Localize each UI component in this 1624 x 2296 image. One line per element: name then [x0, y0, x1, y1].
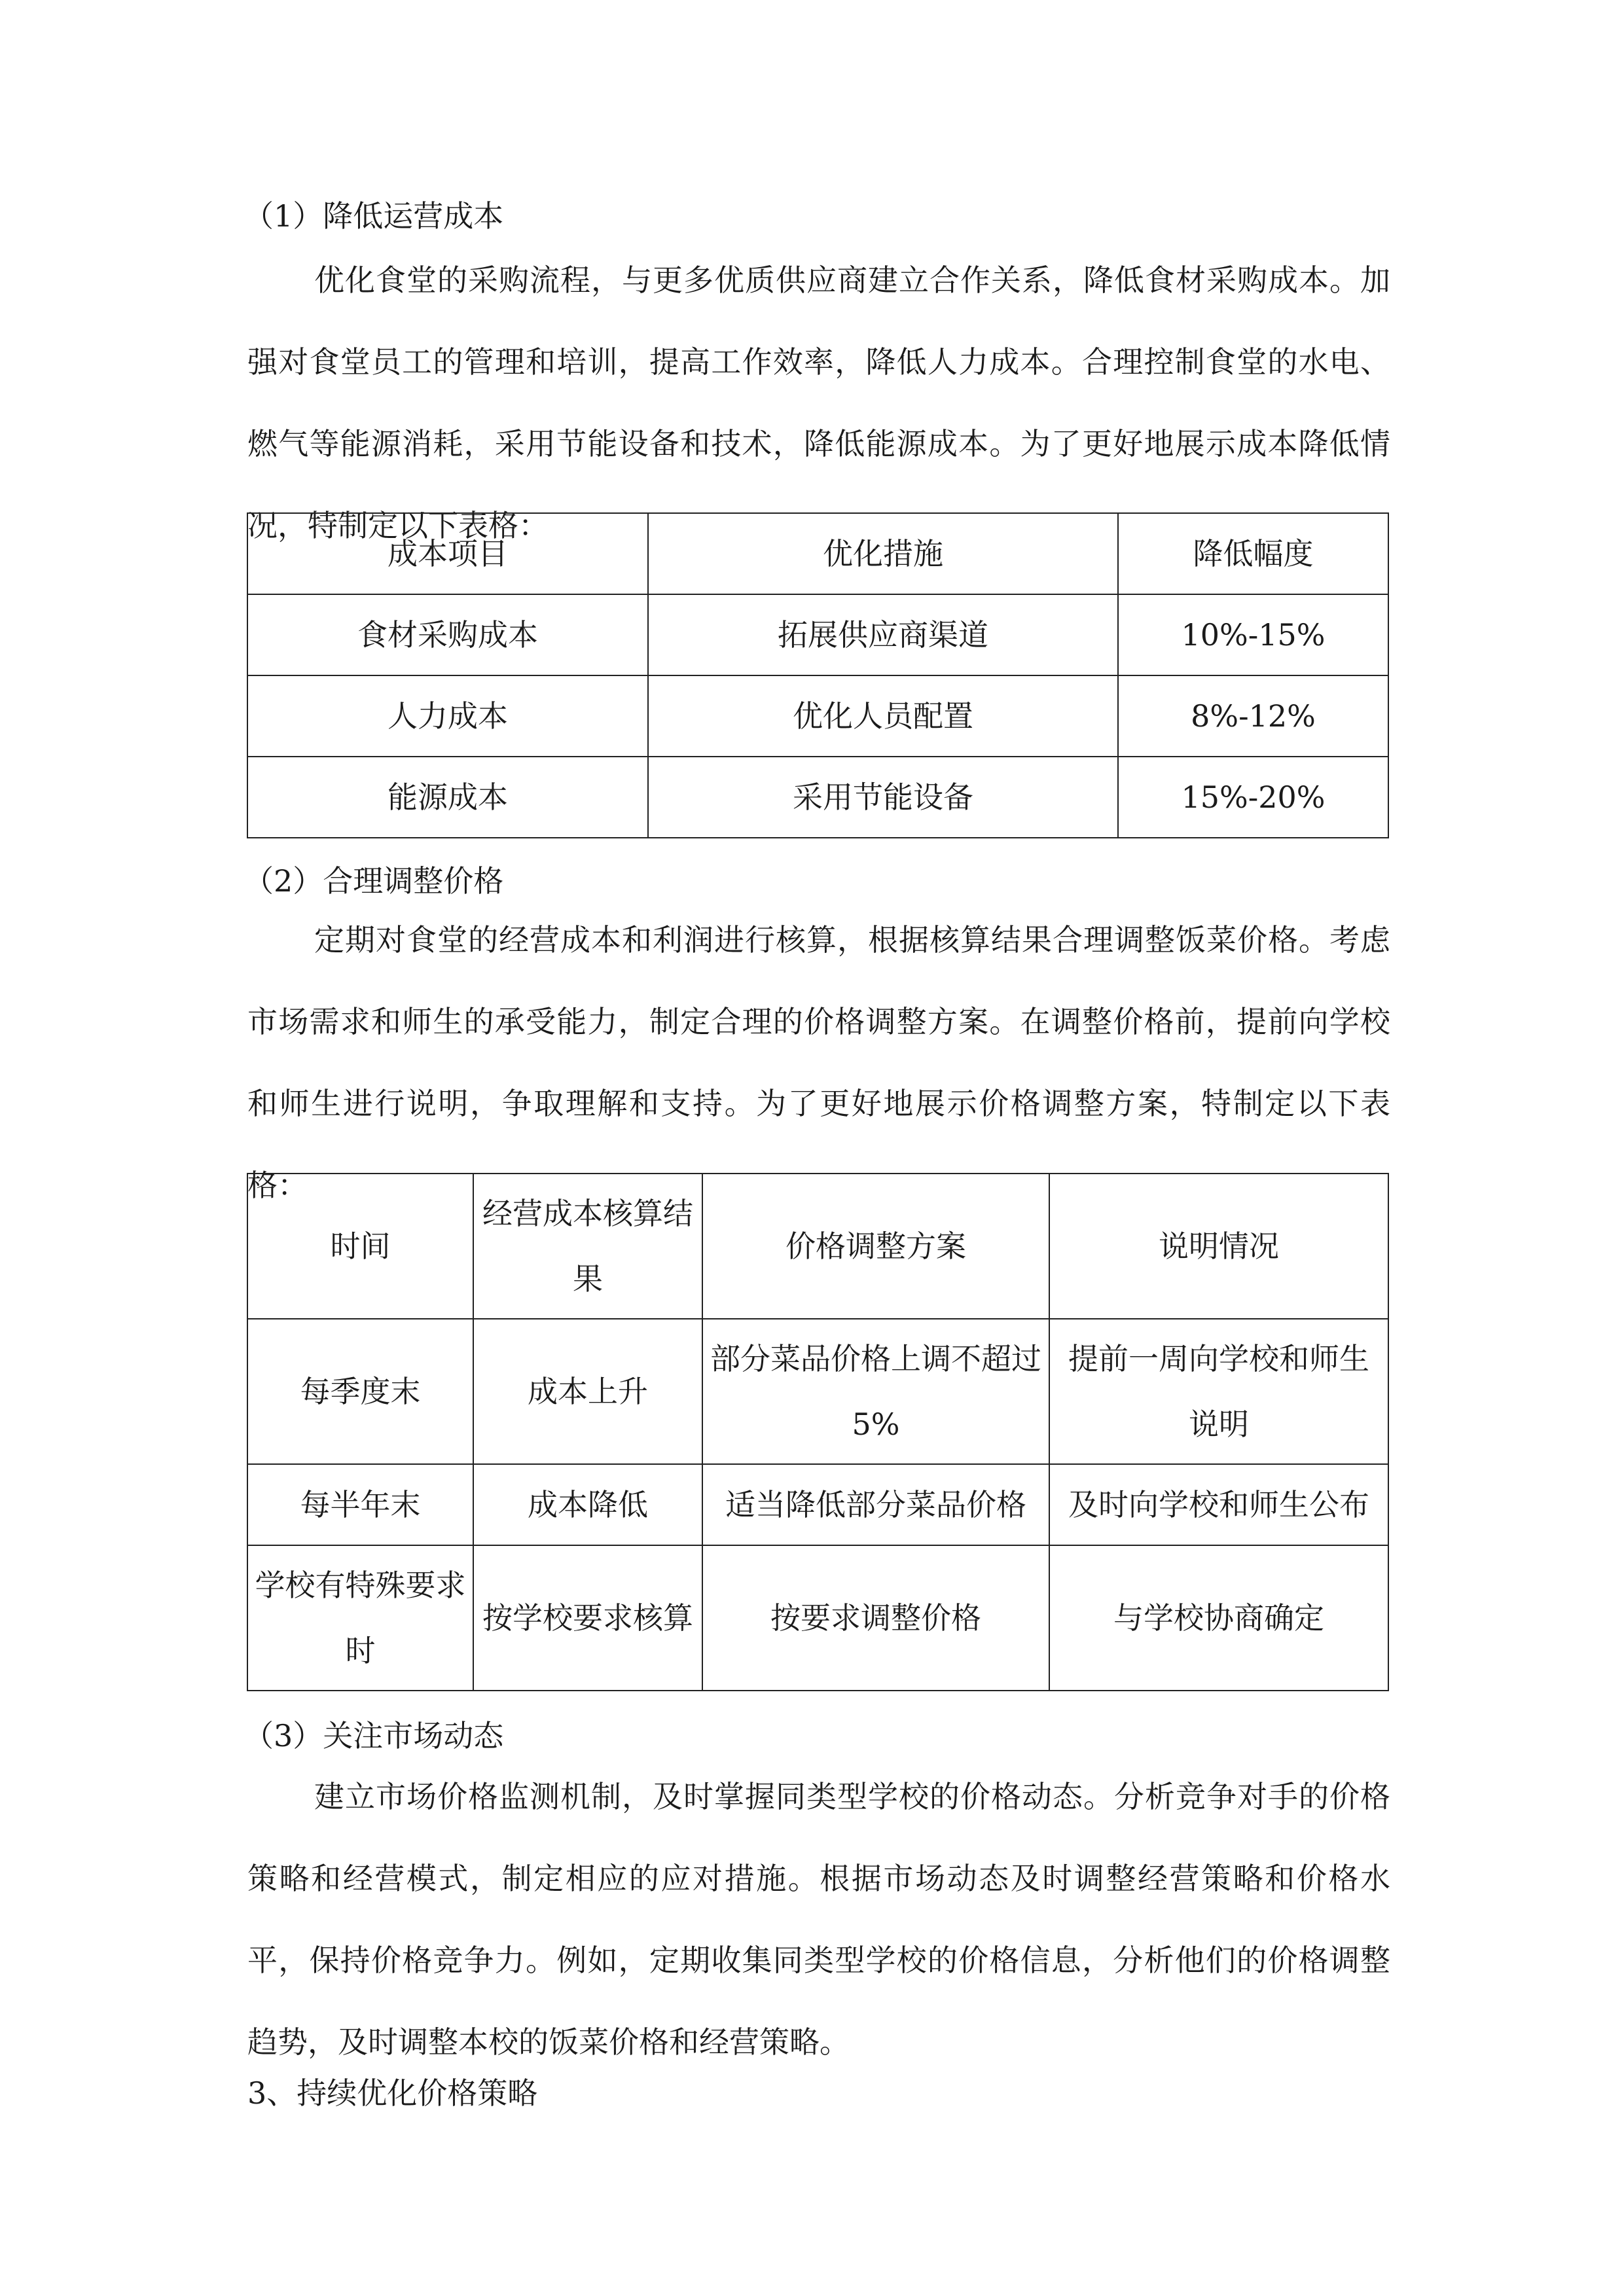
table-cell: 拓展供应商渠道	[648, 594, 1118, 675]
table-cell: 人力成本	[247, 675, 648, 757]
table-row	[247, 1464, 1388, 1545]
table-cell: 提前一周向学校和师生说明	[1049, 1319, 1388, 1464]
price-adjustment-table	[247, 1173, 1389, 1691]
table-cell: 学校有特殊要求时	[247, 1545, 473, 1691]
section-1-paragraph: 优化食堂的采购流程，与更多优质供应商建立合作关系，降低食材采购成本。加强对食堂员工的管理和培训，提高工作效率，降低人力成本。合理控制食堂的水电、燃气等能源消耗，采用节能设备和技术，降低能源成本。为了更好地展示成本降低情况，特制定以下表格：	[247, 262, 1390, 543]
table-header-cell: 价格调整方案	[702, 1174, 1049, 1319]
table-cell: 部分菜品价格上调不超过 5%	[702, 1319, 1049, 1464]
table-cell: 与学校协商确定	[1049, 1545, 1388, 1691]
section-2-paragraph: 定期对食堂的经营成本和利润进行核算，根据核算结果合理调整饭菜价格。考虑市场需求和师生的承受能力，制定合理的价格调整方案。在调整价格前，提前向学校和师生进行说明，争取理解和支持。为了更好地展示价格调整方案，特制定以下表格：	[247, 922, 1390, 1203]
table-cell: 及时向学校和师生公布	[1049, 1464, 1388, 1545]
table-cell: 能源成本	[247, 757, 648, 838]
table-header-cell: 成本项目	[247, 513, 648, 594]
section-1-heading: （1）降低运营成本	[244, 198, 504, 234]
table-cell: 15%-20%	[1118, 757, 1388, 838]
table-cell: 按要求调整价格	[702, 1545, 1049, 1691]
table-cell: 成本降低	[473, 1464, 702, 1545]
table-header-cell: 降低幅度	[1118, 513, 1388, 594]
table-row	[247, 1545, 1388, 1691]
table-header-cell: 时间	[247, 1174, 473, 1319]
table-row	[247, 757, 1388, 838]
table-header-cell: 经营成本核算结果	[473, 1174, 702, 1319]
table-header-row	[247, 1174, 1388, 1319]
table-cell: 采用节能设备	[648, 757, 1118, 838]
table-header-cell: 说明情况	[1049, 1174, 1388, 1319]
table-cell: 食材采购成本	[247, 594, 648, 675]
cost-reduction-table	[247, 512, 1389, 838]
table-row	[247, 675, 1388, 757]
table-cell: 成本上升	[473, 1319, 702, 1464]
table-header-row	[247, 513, 1388, 594]
table-cell: 10%-15%	[1118, 594, 1388, 675]
table-cell: 适当降低部分菜品价格	[702, 1464, 1049, 1545]
table-cell: 优化人员配置	[648, 675, 1118, 757]
table-cell: 按学校要求核算	[473, 1545, 702, 1691]
table-cell: 8%-12%	[1118, 675, 1388, 757]
table-row	[247, 1319, 1388, 1464]
section-3-heading: （3）关注市场动态	[244, 1718, 504, 1753]
table-row	[247, 594, 1388, 675]
section-3-paragraph: 建立市场价格监测机制，及时掌握同类型学校的价格动态。分析竞争对手的价格策略和经营模式，制定相应的应对措施。根据市场动态及时调整经营策略和价格水平，保持价格竞争力。例如，定期收集同类型学校的价格信息，分析他们的价格调整趋势，及时调整本校的饭菜价格和经营策略。	[247, 1779, 1390, 2060]
table-cell: 每半年末	[247, 1464, 473, 1545]
section-2-heading: （2）合理调整价格	[244, 863, 504, 899]
table-cell: 每季度末	[247, 1319, 473, 1464]
section-4-heading: 3、持续优化价格策略	[247, 2075, 538, 2111]
table-header-cell: 优化措施	[648, 513, 1118, 594]
